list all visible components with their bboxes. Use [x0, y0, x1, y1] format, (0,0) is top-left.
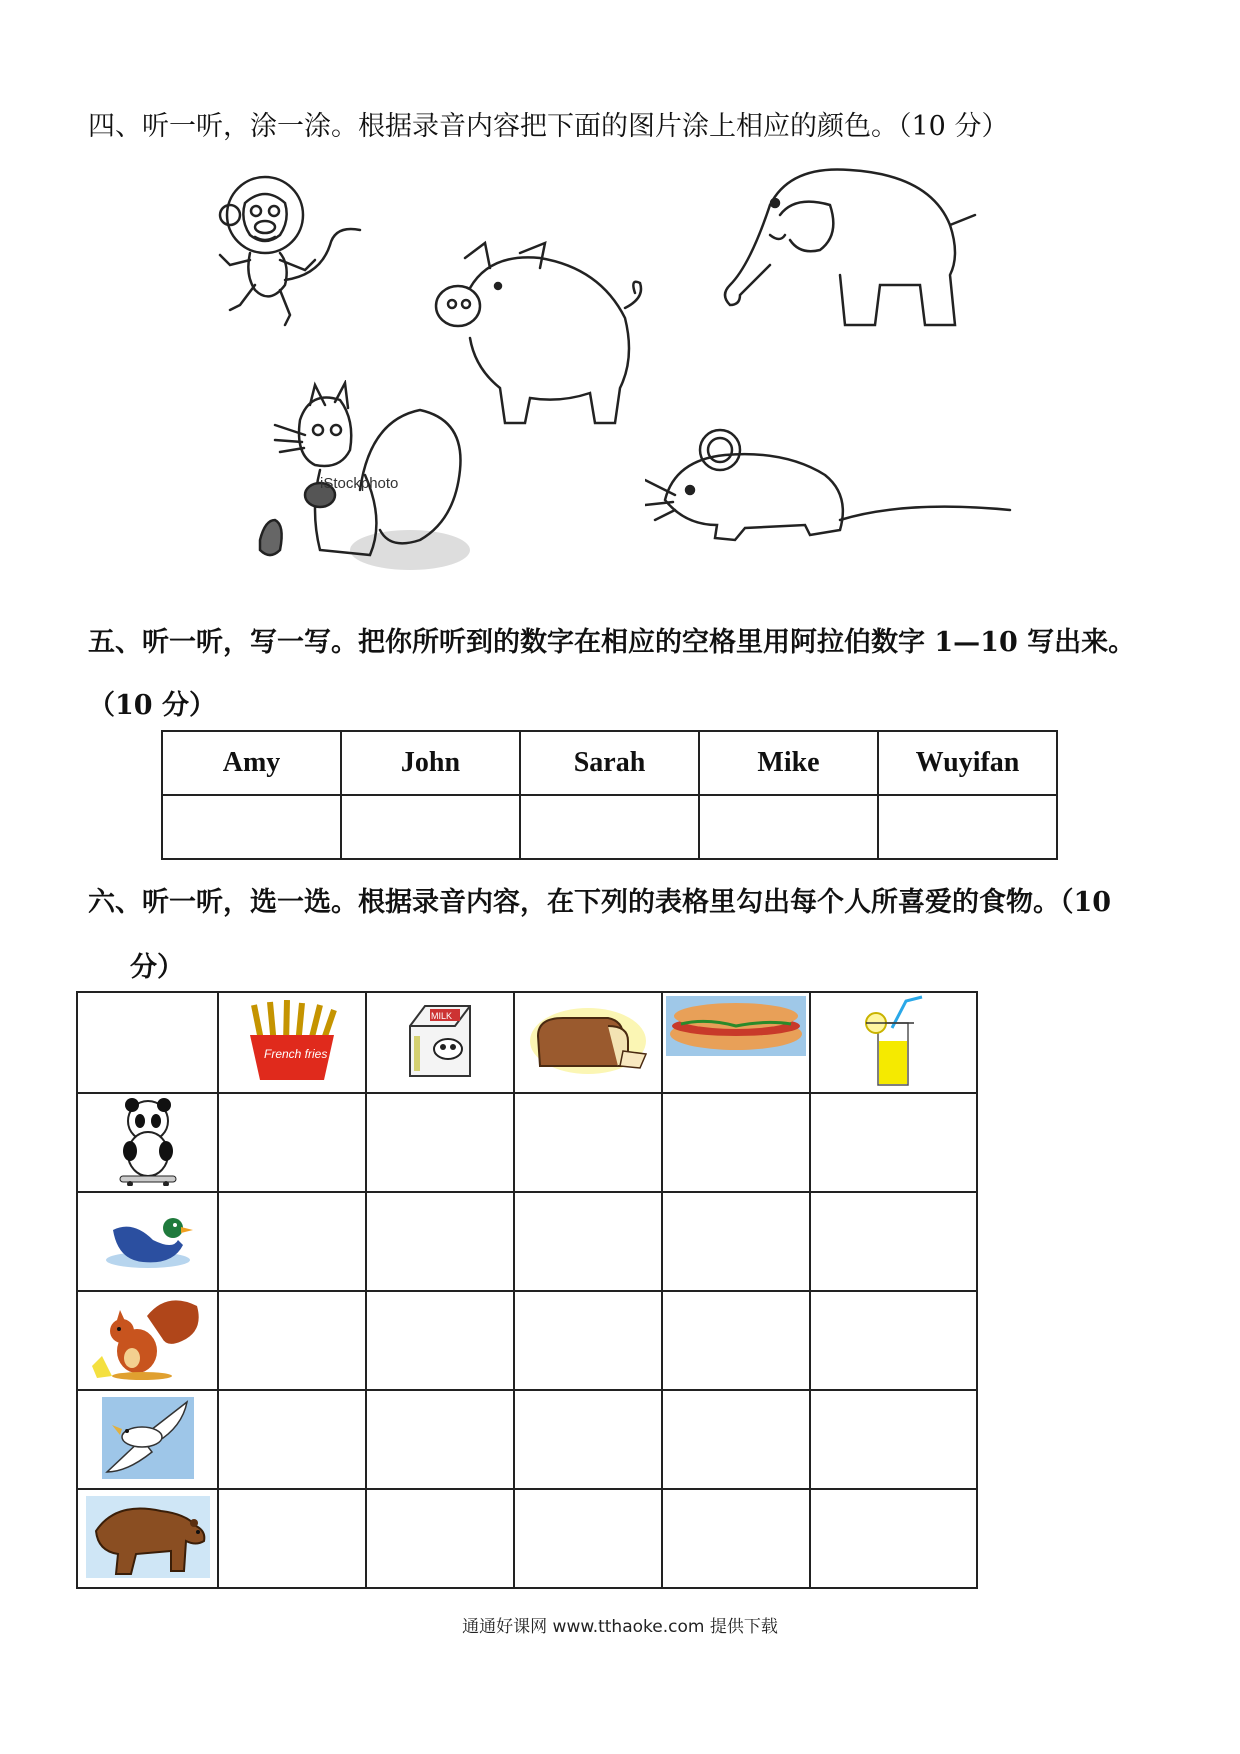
answer-cell[interactable]: [662, 1192, 810, 1291]
answer-cell[interactable]: [514, 1291, 662, 1390]
answer-cell[interactable]: [514, 1192, 662, 1291]
section5-title: 五、听一听，写一写。把你所听到的数字在相应的空格里用阿拉伯数字 1—10 写出来。: [88, 627, 1136, 658]
panda-icon: [108, 1096, 188, 1186]
answer-cell[interactable]: [514, 1390, 662, 1489]
french-fries-icon: [242, 1000, 342, 1082]
section6-title-cont: 分）: [130, 952, 184, 983]
answer-cell[interactable]: [341, 795, 520, 859]
answer-cell[interactable]: [662, 1489, 810, 1588]
food-header-hotdog: [662, 992, 810, 1093]
food-header-milk: [366, 992, 514, 1093]
answer-cell[interactable]: [514, 1093, 662, 1192]
animal-cell: [77, 1489, 218, 1588]
name-cell: Mike: [699, 731, 878, 795]
number-table: [161, 730, 1058, 860]
answer-cell[interactable]: [699, 795, 878, 859]
bread-icon: [528, 1006, 648, 1076]
milk-carton-icon: [400, 1001, 480, 1081]
answer-cell[interactable]: [520, 795, 699, 859]
answer-cell[interactable]: [366, 1489, 514, 1588]
milk-label: MILK: [431, 1010, 453, 1021]
section4-title: 四、听一听，涂一涂。根据录音内容把下面的图片涂上相应的颜色。（10 分）: [88, 111, 1009, 142]
food-header-fries: [218, 992, 366, 1093]
answer-cell[interactable]: [810, 1291, 977, 1390]
answer-cell[interactable]: [810, 1192, 977, 1291]
food-table: [76, 991, 978, 1589]
mouse-icon: [645, 420, 1015, 560]
animal-cell: [77, 1390, 218, 1489]
food-header-bread: [514, 992, 662, 1093]
answer-cell[interactable]: [218, 1291, 366, 1390]
animal-cell: [77, 1093, 218, 1192]
answer-cell[interactable]: [662, 1291, 810, 1390]
answer-cell[interactable]: [218, 1192, 366, 1291]
answer-cell[interactable]: [810, 1489, 977, 1588]
name-cell: John: [341, 731, 520, 795]
answer-cell[interactable]: [366, 1093, 514, 1192]
answer-cell[interactable]: [218, 1390, 366, 1489]
animal-cell: [77, 1192, 218, 1291]
footer: 通通好课网 www.tthaoke.com 提供下载: [462, 1617, 778, 1637]
answer-cell[interactable]: [218, 1093, 366, 1192]
elephant-icon: [710, 165, 980, 335]
monkey-icon: [210, 165, 400, 345]
hot-dog-icon: [666, 996, 806, 1056]
answer-cell[interactable]: [514, 1489, 662, 1588]
section6-title: 六、听一听，选一选。根据录音内容，在下列的表格里勾出每个人所喜爱的食物。（10: [88, 887, 1112, 918]
fries-label: French fries: [264, 1046, 328, 1061]
watermark-text: iStockphoto: [320, 475, 399, 492]
name-cell: Sarah: [520, 731, 699, 795]
animal-cell: [77, 1291, 218, 1390]
answer-cell[interactable]: [366, 1291, 514, 1390]
section5-points: （10 分）: [88, 690, 216, 721]
answer-cell[interactable]: [878, 795, 1057, 859]
name-cell: Wuyifan: [878, 731, 1057, 795]
answer-cell[interactable]: [162, 795, 341, 859]
squirrel-icon: [92, 1296, 204, 1381]
answer-cell[interactable]: [662, 1390, 810, 1489]
answer-cell[interactable]: [366, 1192, 514, 1291]
duck-icon: [103, 1210, 193, 1270]
juice-icon: [854, 993, 934, 1088]
food-header-juice: [810, 992, 977, 1093]
name-cell: Amy: [162, 731, 341, 795]
answer-cell[interactable]: [218, 1489, 366, 1588]
bear-icon: [86, 1496, 210, 1578]
answer-cell[interactable]: [366, 1390, 514, 1489]
answer-cell[interactable]: [810, 1390, 977, 1489]
bird-icon: [102, 1397, 194, 1479]
answer-cell[interactable]: [662, 1093, 810, 1192]
squirrel-icon: [240, 380, 480, 590]
corner-cell: [77, 992, 218, 1093]
answer-cell[interactable]: [810, 1093, 977, 1192]
